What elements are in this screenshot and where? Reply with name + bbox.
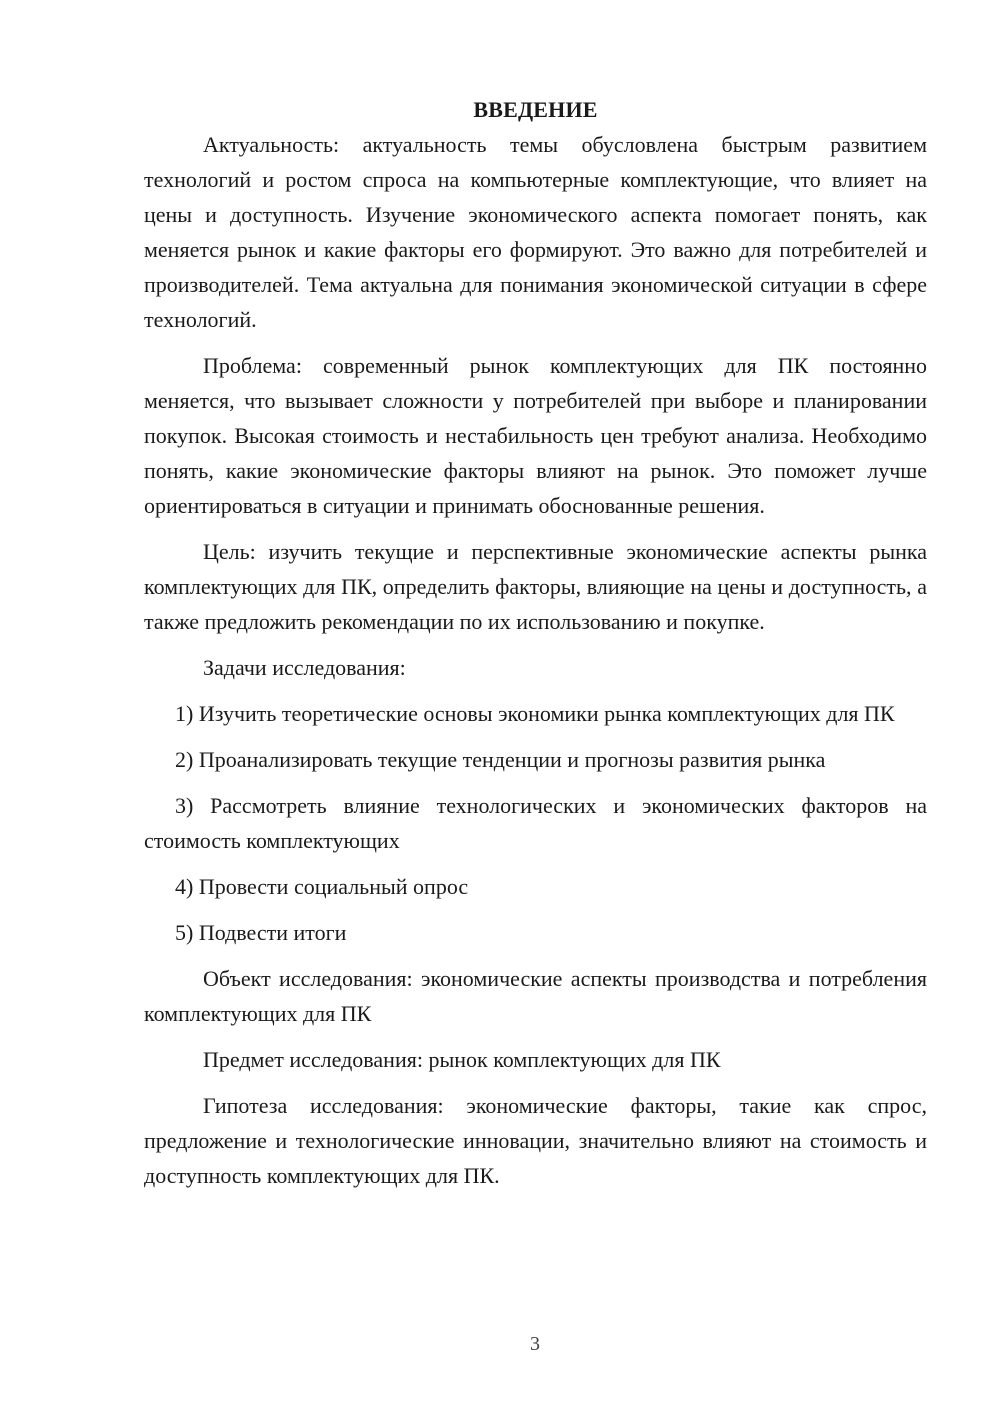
tasks-heading: Задачи исследования: bbox=[203, 655, 406, 680]
list-item: 1) Изучить теоретические основы экономики рынка комплектующих для ПК bbox=[175, 701, 895, 726]
list-item: 5) Подвести итоги bbox=[175, 920, 347, 945]
page-content bbox=[144, 92, 927, 1204]
tasks-list bbox=[144, 696, 927, 950]
list-item: 2) Проанализировать текущие тенденции и прогнозы развития рынка bbox=[175, 747, 826, 772]
page-title: ВВЕДЕНИЕ bbox=[473, 97, 598, 122]
goal-paragraph: Цель: изучить текущие и перспективные экономические аспекты рынка комплектующих для ПК, определить факторы, влияющие на цены и доступность, а также предложить рекомендации по их использованию и покупке. bbox=[144, 539, 927, 634]
list-item: 4) Провести социальный опрос bbox=[175, 874, 469, 899]
page-number: 3 bbox=[530, 1333, 540, 1355]
problem-paragraph: Проблема: современный рынок комплектующих для ПК постоянно меняется, что вызывает сложности у потребителей при выборе и планировании покупок. Высокая стоимость и нестабильность цен требуют анализа. Необходимо понять, какие экономические факторы влияют на рынок. Это поможет лучше ориентироваться в ситуации и принимать обоснованные решения. bbox=[144, 353, 927, 518]
subject-paragraph: Предмет исследования: рынок комплектующих для ПК bbox=[203, 1047, 721, 1072]
hypothesis-paragraph: Гипотеза исследования: экономические факторы, такие как спрос, предложение и технологические инновации, значительно влияют на стоимость и доступность комплектующих для ПК. bbox=[144, 1093, 927, 1188]
relevance-paragraph: Актуальность: актуальность темы обусловлена быстрым развитием технологий и ростом спроса на компьютерные комплектующие, что влияет на цены и доступность. Изучение экономического аспекта помогает понять, как меняется рынок и какие факторы его формируют. Это важно для потребителей и производителей. Тема актуальна для понимания экономической ситуации в сфере технологий. bbox=[144, 132, 927, 332]
list-item: 3) Рассмотреть влияние технологических и экономических факторов на стоимость комплектующих bbox=[144, 793, 927, 853]
object-paragraph: Объект исследования: экономические аспекты производства и потребления комплектующих для ПК bbox=[144, 966, 927, 1026]
